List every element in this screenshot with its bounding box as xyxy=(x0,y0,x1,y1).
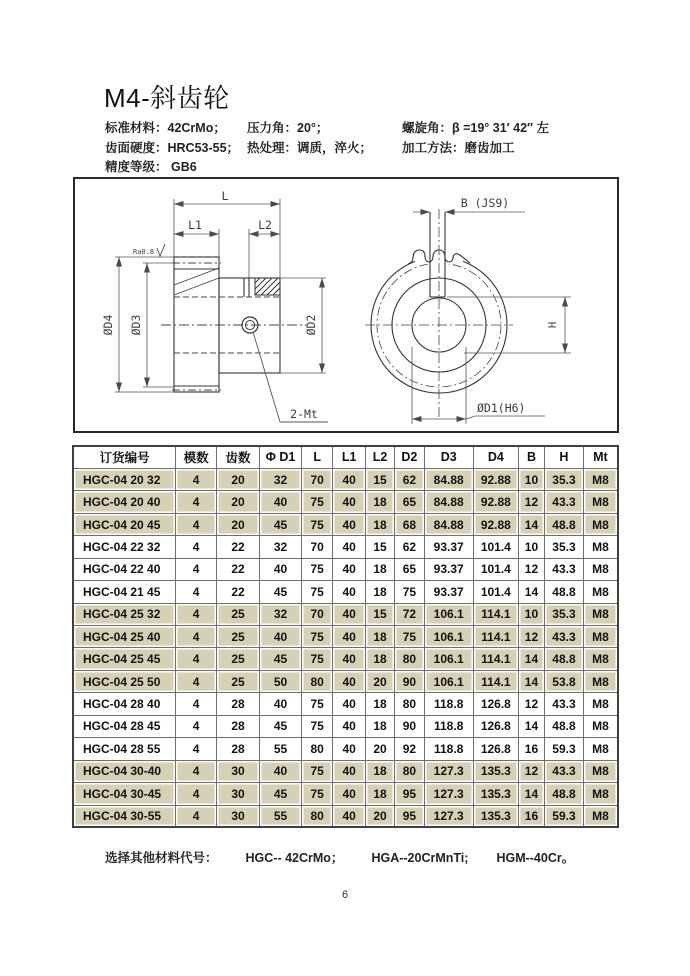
dim-label-d3: ØD3 xyxy=(129,314,143,336)
spec-hardness: 齿面硬度：HRC53-55； xyxy=(105,140,240,155)
value-cell: 40 xyxy=(333,805,365,827)
spec-machining: 加工方法：磨齿加工 xyxy=(402,140,515,155)
value-cell: 45 xyxy=(260,581,302,603)
value-cell: 68 xyxy=(395,513,424,535)
value-cell: M8 xyxy=(583,693,618,715)
value-cell: 127.3 xyxy=(424,783,473,805)
value-cell: 18 xyxy=(365,715,394,737)
value-cell: 75 xyxy=(301,581,332,603)
value-cell: 106.1 xyxy=(424,648,473,670)
value-cell: 95 xyxy=(395,805,424,827)
value-cell: 12 xyxy=(518,760,544,782)
value-cell: 45 xyxy=(260,648,302,670)
value-cell: M8 xyxy=(583,603,618,625)
part-number-cell: HGC-04 25 40 xyxy=(73,626,176,648)
value-cell: 65 xyxy=(395,558,424,580)
value-cell: 48.8 xyxy=(545,715,584,737)
value-cell: 93.37 xyxy=(424,581,473,603)
part-number-cell: HGC-04 25 45 xyxy=(73,648,176,670)
value-cell: 25 xyxy=(217,648,260,670)
value-cell: 90 xyxy=(395,715,424,737)
table-body xyxy=(73,468,618,827)
value-cell: 14 xyxy=(518,783,544,805)
value-cell: 75 xyxy=(301,648,332,670)
value-cell: M8 xyxy=(583,626,618,648)
note-label: 选择其他材料代号： xyxy=(105,851,218,865)
value-cell: 48.8 xyxy=(545,648,584,670)
value-cell: 12 xyxy=(518,693,544,715)
value-cell: 45 xyxy=(260,715,302,737)
part-number-cell: HGC-04 20 45 xyxy=(73,513,176,535)
value-cell: 135.3 xyxy=(473,783,518,805)
dim-label-l2: L2 xyxy=(258,218,272,232)
value-cell: 40 xyxy=(260,693,302,715)
value-cell: 40 xyxy=(333,491,365,513)
value-cell: M8 xyxy=(583,738,618,760)
column-header: 齿数 xyxy=(217,446,260,468)
value-cell: 18 xyxy=(365,626,394,648)
value-cell: 106.1 xyxy=(424,603,473,625)
table-row xyxy=(73,648,618,670)
spec-precision: 精度等级： GB6 xyxy=(105,160,197,174)
column-header: Mt xyxy=(583,446,618,468)
value-cell: 4 xyxy=(176,513,217,535)
value-cell: 95 xyxy=(395,783,424,805)
value-cell: 10 xyxy=(518,603,544,625)
value-cell: 40 xyxy=(333,558,365,580)
value-cell: 75 xyxy=(301,491,332,513)
spec-pressure-angle: 压力角：20°； xyxy=(247,121,329,135)
value-cell: 20 xyxy=(217,513,260,535)
value-cell: M8 xyxy=(583,581,618,603)
value-cell: 22 xyxy=(217,581,260,603)
value-cell: 40 xyxy=(333,648,365,670)
value-cell: 92.88 xyxy=(473,491,518,513)
value-cell: M8 xyxy=(583,805,618,827)
value-cell: 12 xyxy=(518,491,544,513)
value-cell: 127.3 xyxy=(424,760,473,782)
value-cell: 25 xyxy=(217,626,260,648)
value-cell: 90 xyxy=(395,670,424,692)
value-cell: 126.8 xyxy=(473,693,518,715)
value-cell: 80 xyxy=(301,805,332,827)
value-cell: 101.4 xyxy=(473,581,518,603)
value-cell: M8 xyxy=(583,536,618,558)
part-number-cell: HGC-04 21 45 xyxy=(73,581,176,603)
value-cell: 93.37 xyxy=(424,558,473,580)
value-cell: 40 xyxy=(333,670,365,692)
part-number-cell: HGC-04 22 40 xyxy=(73,558,176,580)
table-row xyxy=(73,715,618,737)
dim-label-d1: ØD1(H6) xyxy=(477,401,526,415)
value-cell: 4 xyxy=(176,670,217,692)
value-cell: 4 xyxy=(176,783,217,805)
value-cell: 10 xyxy=(518,468,544,490)
column-header: D4 xyxy=(473,446,518,468)
surface-finish-icon xyxy=(157,244,165,256)
value-cell: 20 xyxy=(217,468,260,490)
value-cell: M8 xyxy=(583,491,618,513)
value-cell: 75 xyxy=(395,581,424,603)
value-cell: M8 xyxy=(583,648,618,670)
value-cell: 18 xyxy=(365,693,394,715)
column-header: L xyxy=(301,446,332,468)
technical-drawing xyxy=(75,179,617,431)
table-row xyxy=(73,805,618,827)
table-row xyxy=(73,670,618,692)
value-cell: 59.3 xyxy=(545,738,584,760)
value-cell: 4 xyxy=(176,760,217,782)
value-cell: M8 xyxy=(583,468,618,490)
dim-label-2-mt: 2-Mt xyxy=(290,407,318,421)
value-cell: 15 xyxy=(365,603,394,625)
value-cell: 25 xyxy=(217,670,260,692)
table-row xyxy=(73,603,618,625)
value-cell: 18 xyxy=(365,581,394,603)
table-row xyxy=(73,536,618,558)
value-cell: 12 xyxy=(518,626,544,648)
value-cell: 50 xyxy=(260,670,302,692)
table-row xyxy=(73,581,618,603)
value-cell: 92 xyxy=(395,738,424,760)
value-cell: 43.3 xyxy=(545,491,584,513)
value-cell: 40 xyxy=(333,783,365,805)
value-cell: 72 xyxy=(395,603,424,625)
value-cell: 14 xyxy=(518,670,544,692)
material-code-note xyxy=(105,848,574,866)
note-item-hgm: HGM--40Cr。 xyxy=(496,851,575,865)
value-cell: 84.88 xyxy=(424,468,473,490)
value-cell: 75 xyxy=(301,513,332,535)
value-cell: 4 xyxy=(176,491,217,513)
value-cell: 28 xyxy=(217,693,260,715)
value-cell: 40 xyxy=(333,536,365,558)
note-item-hgc: HGC-- 42CrMo； xyxy=(245,851,344,865)
dim-label-d2: ØD2 xyxy=(304,314,318,336)
column-header: Φ D1 xyxy=(260,446,302,468)
table-row xyxy=(73,783,618,805)
value-cell: 4 xyxy=(176,558,217,580)
value-cell: 35.3 xyxy=(545,468,584,490)
value-cell: 30 xyxy=(217,805,260,827)
part-number-cell: HGC-04 20 32 xyxy=(73,468,176,490)
value-cell: 59.3 xyxy=(545,805,584,827)
table-row xyxy=(73,738,618,760)
column-header: D3 xyxy=(424,446,473,468)
table-row xyxy=(73,558,618,580)
value-cell: 48.8 xyxy=(545,783,584,805)
table-row xyxy=(73,468,618,490)
value-cell: 12 xyxy=(518,558,544,580)
value-cell: 70 xyxy=(301,468,332,490)
table-row xyxy=(73,626,618,648)
column-header: 模数 xyxy=(176,446,217,468)
part-number-cell: HGC-04 30-40 xyxy=(73,760,176,782)
value-cell: 20 xyxy=(365,805,394,827)
value-cell: 114.1 xyxy=(473,648,518,670)
value-cell: 4 xyxy=(176,536,217,558)
page-title: M4-斜齿轮 xyxy=(104,83,230,113)
value-cell: 22 xyxy=(217,536,260,558)
value-cell: 114.1 xyxy=(473,670,518,692)
value-cell: 114.1 xyxy=(473,603,518,625)
value-cell: M8 xyxy=(583,783,618,805)
part-number-cell: HGC-04 25 32 xyxy=(73,603,176,625)
value-cell: 127.3 xyxy=(424,805,473,827)
value-cell: 53.8 xyxy=(545,670,584,692)
value-cell: M8 xyxy=(583,670,618,692)
value-cell: 40 xyxy=(333,760,365,782)
value-cell: 80 xyxy=(395,760,424,782)
note-item-hga: HGA--20CrMnTi; xyxy=(371,851,469,865)
value-cell: 40 xyxy=(260,760,302,782)
value-cell: 18 xyxy=(365,513,394,535)
value-cell: 20 xyxy=(365,738,394,760)
value-cell: 75 xyxy=(301,783,332,805)
value-cell: 45 xyxy=(260,783,302,805)
value-cell: 35.3 xyxy=(545,536,584,558)
value-cell: 18 xyxy=(365,491,394,513)
value-cell: 75 xyxy=(301,715,332,737)
value-cell: 75 xyxy=(301,760,332,782)
value-cell: 4 xyxy=(176,715,217,737)
value-cell: 4 xyxy=(176,693,217,715)
value-cell: 75 xyxy=(301,693,332,715)
value-cell: 10 xyxy=(518,536,544,558)
value-cell: 25 xyxy=(217,603,260,625)
value-cell: 80 xyxy=(301,738,332,760)
value-cell: 40 xyxy=(260,558,302,580)
value-cell: 30 xyxy=(217,783,260,805)
value-cell: 92.88 xyxy=(473,468,518,490)
table-header xyxy=(73,446,618,468)
column-header: L2 xyxy=(365,446,394,468)
value-cell: 43.3 xyxy=(545,558,584,580)
value-cell: 135.3 xyxy=(473,760,518,782)
value-cell: 118.8 xyxy=(424,693,473,715)
value-cell: 55 xyxy=(260,738,302,760)
value-cell: 84.88 xyxy=(424,513,473,535)
value-cell: 15 xyxy=(365,536,394,558)
value-cell: 75 xyxy=(301,626,332,648)
part-number-cell: HGC-04 25 50 xyxy=(73,670,176,692)
value-cell: 20 xyxy=(365,670,394,692)
part-number-cell: HGC-04 28 40 xyxy=(73,693,176,715)
spec-material: 标准材料：42CrMo； xyxy=(105,121,226,135)
value-cell: 28 xyxy=(217,738,260,760)
table-row xyxy=(73,693,618,715)
value-cell: 20 xyxy=(217,491,260,513)
value-cell: 14 xyxy=(518,715,544,737)
part-number-cell: HGC-04 20 40 xyxy=(73,491,176,513)
value-cell: 18 xyxy=(365,648,394,670)
value-cell: 4 xyxy=(176,468,217,490)
value-cell: 4 xyxy=(176,805,217,827)
value-cell: 93.37 xyxy=(424,536,473,558)
value-cell: 75 xyxy=(301,558,332,580)
value-cell: 62 xyxy=(395,536,424,558)
part-number-cell: HGC-04 30-45 xyxy=(73,783,176,805)
value-cell: M8 xyxy=(583,513,618,535)
column-header: 订货编号 xyxy=(73,446,176,468)
value-cell: 48.8 xyxy=(545,581,584,603)
value-cell: 65 xyxy=(395,491,424,513)
value-cell: 118.8 xyxy=(424,715,473,737)
value-cell: M8 xyxy=(583,760,618,782)
value-cell: 126.8 xyxy=(473,738,518,760)
value-cell: 4 xyxy=(176,581,217,603)
value-cell: 40 xyxy=(333,513,365,535)
value-cell: 135.3 xyxy=(473,805,518,827)
dim-label-l1: L1 xyxy=(188,218,202,232)
spec-block xyxy=(105,119,605,178)
value-cell: 40 xyxy=(333,603,365,625)
value-cell: 126.8 xyxy=(473,715,518,737)
value-cell: 80 xyxy=(301,670,332,692)
header-row xyxy=(73,446,618,468)
technical-drawing-frame xyxy=(73,177,619,433)
column-header: B xyxy=(518,446,544,468)
spec-helix-angle: 螺旋角：β =19° 31′ 42″ 左 xyxy=(402,121,550,135)
value-cell: 18 xyxy=(365,760,394,782)
value-cell: 32 xyxy=(260,536,302,558)
value-cell: 18 xyxy=(365,783,394,805)
value-cell: 80 xyxy=(395,693,424,715)
value-cell: 43.3 xyxy=(545,760,584,782)
value-cell: 4 xyxy=(176,603,217,625)
value-cell: 40 xyxy=(260,491,302,513)
value-cell: 43.3 xyxy=(545,626,584,648)
value-cell: 45 xyxy=(260,513,302,535)
value-cell: M8 xyxy=(583,558,618,580)
value-cell: 40 xyxy=(333,715,365,737)
column-header: L1 xyxy=(333,446,365,468)
value-cell: 118.8 xyxy=(424,738,473,760)
value-cell: 70 xyxy=(301,603,332,625)
value-cell: 4 xyxy=(176,738,217,760)
value-cell: 22 xyxy=(217,558,260,580)
part-number-cell: HGC-04 30-55 xyxy=(73,805,176,827)
value-cell: 84.88 xyxy=(424,491,473,513)
value-cell: 92.88 xyxy=(473,513,518,535)
value-cell: 14 xyxy=(518,648,544,670)
gear-table xyxy=(72,445,619,828)
value-cell: 75 xyxy=(395,626,424,648)
surface-finish-label: Ra0.8 xyxy=(133,248,155,256)
dim-label-d4: ØD4 xyxy=(101,314,115,336)
value-cell: 101.4 xyxy=(473,536,518,558)
value-cell: 62 xyxy=(395,468,424,490)
table-row xyxy=(73,760,618,782)
value-cell: 70 xyxy=(301,536,332,558)
dim-label-l: L xyxy=(221,189,229,203)
value-cell: 40 xyxy=(333,581,365,603)
value-cell: 40 xyxy=(333,626,365,648)
value-cell: M8 xyxy=(583,715,618,737)
value-cell: 18 xyxy=(365,558,394,580)
table-row xyxy=(73,513,618,535)
table-row xyxy=(73,491,618,513)
value-cell: 28 xyxy=(217,715,260,737)
column-header: H xyxy=(545,446,584,468)
value-cell: 15 xyxy=(365,468,394,490)
value-cell: 14 xyxy=(518,513,544,535)
value-cell: 106.1 xyxy=(424,626,473,648)
value-cell: 114.1 xyxy=(473,626,518,648)
value-cell: 55 xyxy=(260,805,302,827)
value-cell: 32 xyxy=(260,603,302,625)
value-cell: 16 xyxy=(518,805,544,827)
value-cell: 80 xyxy=(395,648,424,670)
page-number: 6 xyxy=(341,889,349,901)
column-header: D2 xyxy=(395,446,424,468)
value-cell: 32 xyxy=(260,468,302,490)
part-number-cell: HGC-04 22 32 xyxy=(73,536,176,558)
value-cell: 43.3 xyxy=(545,693,584,715)
part-number-cell: HGC-04 28 45 xyxy=(73,715,176,737)
value-cell: 4 xyxy=(176,626,217,648)
part-number-cell: HGC-04 28 55 xyxy=(73,738,176,760)
spec-heat-treatment: 热处理：调质，淬火； xyxy=(247,140,373,155)
value-cell: 106.1 xyxy=(424,670,473,692)
value-cell: 40 xyxy=(333,738,365,760)
dim-label-b: B (JS9) xyxy=(460,196,510,210)
value-cell: 14 xyxy=(518,581,544,603)
value-cell: 48.8 xyxy=(545,513,584,535)
value-cell: 30 xyxy=(217,760,260,782)
value-cell: 40 xyxy=(333,468,365,490)
dim-label-h: H xyxy=(547,321,559,329)
value-cell: 4 xyxy=(176,648,217,670)
value-cell: 101.4 xyxy=(473,558,518,580)
value-cell: 35.3 xyxy=(545,603,584,625)
value-cell: 16 xyxy=(518,738,544,760)
value-cell: 40 xyxy=(333,693,365,715)
value-cell: 40 xyxy=(260,626,302,648)
